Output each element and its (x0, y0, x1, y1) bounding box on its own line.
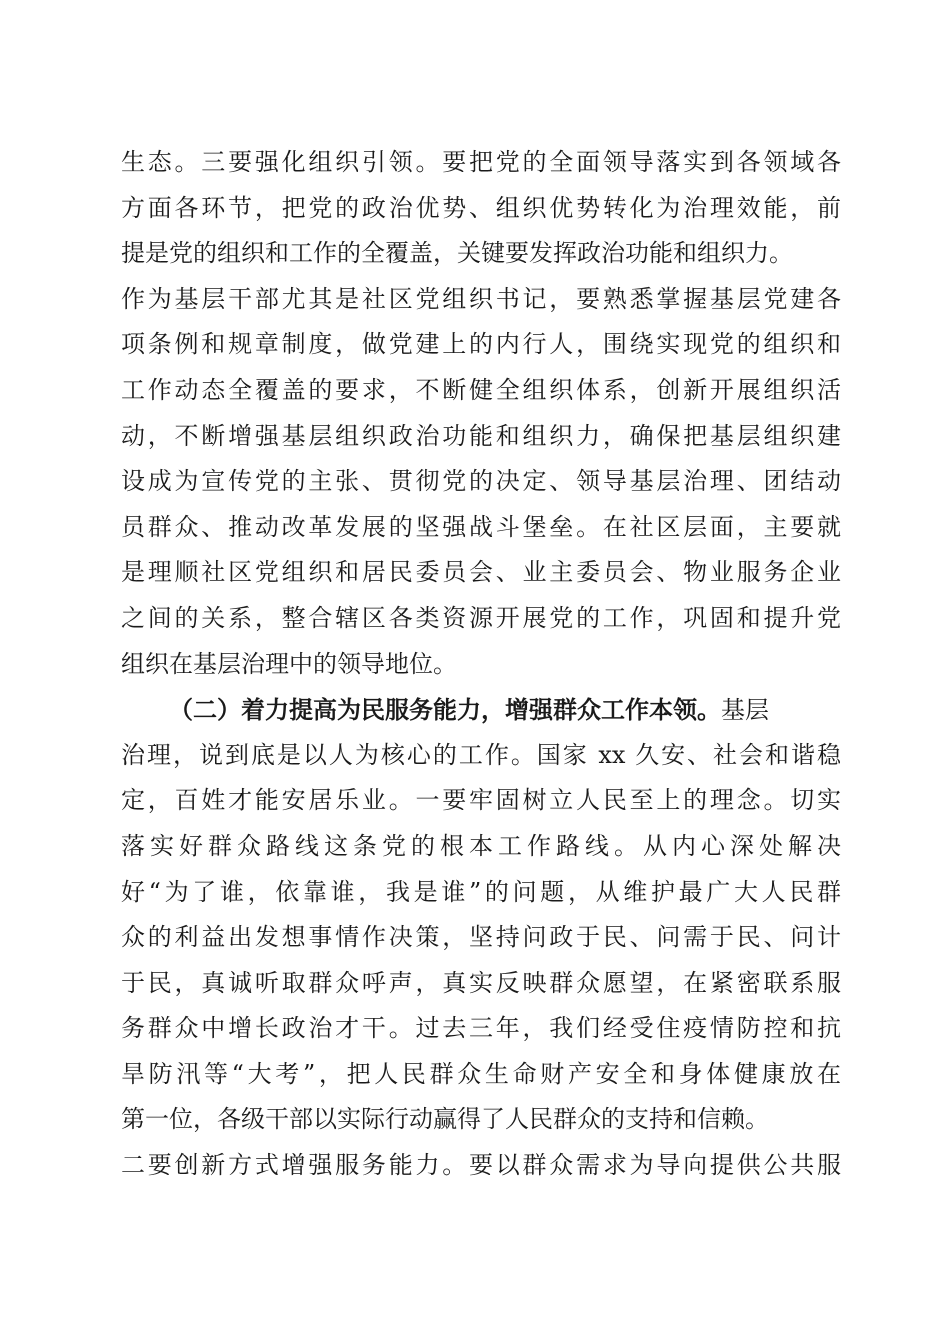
text-line: 务群众中增长政治才干。过去三年，我们经受住疫情防控和抗 (121, 1014, 841, 1043)
heading-line-rest: 基层 (721, 696, 769, 725)
text-line: 落实好群众路线这条党的根本工作路线。从内心深处解决 (121, 831, 841, 860)
text-line-with-heading (121, 687, 841, 733)
text-line: 治理，说到底是以人为核心的工作。国家 xx 久安、社会和谐稳 (121, 740, 841, 769)
paragraph-2 (121, 687, 841, 1189)
text-line: 生态。三要强化组织引领。要把党的全面领导落实到各领域各 (121, 148, 841, 176)
text-line: 方面各环节，把党的政治优势、组织优势转化为治理效能，前 (121, 193, 841, 222)
body-text (121, 140, 841, 1189)
text-line: 是理顺社区党组织和居民委员会、业主委员会、物业服务企业 (121, 558, 841, 587)
text-line: 旱防汛等“大考”，把人民群众生命财产安全和身体健康放在 (121, 1059, 841, 1088)
text-line: 之间的关系，整合辖区各类资源开展党的工作，巩固和提升党 (121, 603, 841, 632)
text-line: 设成为宣传党的主张、贯彻党的决定、领导基层治理、团结动 (121, 467, 841, 496)
text-line: 第一位，各级干部以实际行动赢得了人民群众的支持和信赖。 (121, 1105, 769, 1134)
text-line: 项条例和规章制度，做党建上的内行人，围绕实现党的组织和 (121, 330, 841, 359)
section-heading: （二）着力提高为民服务能力，增强群众工作本领。 (169, 695, 721, 725)
text-line: 员群众、推动改革发展的坚强战斗堡垒。在社区层面，主要就 (121, 512, 841, 541)
text-line: 好“为了谁，依靠谁，我是谁”的问题，从维护最广大人民群 (121, 877, 841, 906)
text-line: 组织在基层治理中的领导地位。 (121, 649, 457, 678)
text-line: 动，不断增强基层组织政治功能和组织力，确保把基层组织建 (121, 421, 841, 450)
text-line: 定，百姓才能安居乐业。一要牢固树立人民至上的理念。切实 (121, 786, 841, 815)
text-line: 提是党的组织和工作的全覆盖，关键要发挥政治功能和组织力。 (121, 239, 793, 268)
paragraph-1 (121, 140, 841, 687)
text-line: 二要创新方式增强服务能力。要以群众需求为导向提供公共服 (121, 1151, 841, 1180)
text-line: 众的利益出发想事情作决策，坚持问政于民、问需于民、问计 (121, 923, 841, 952)
text-line: 于民，真诚听取群众呼声，真实反映群众愿望，在紧密联系服 (121, 968, 841, 997)
text-line: 作为基层干部尤其是社区党组织书记，要熟悉掌握基层党建各 (121, 284, 841, 313)
text-line: 工作动态全覆盖的要求，不断健全组织体系，创新开展组织活 (121, 375, 841, 404)
